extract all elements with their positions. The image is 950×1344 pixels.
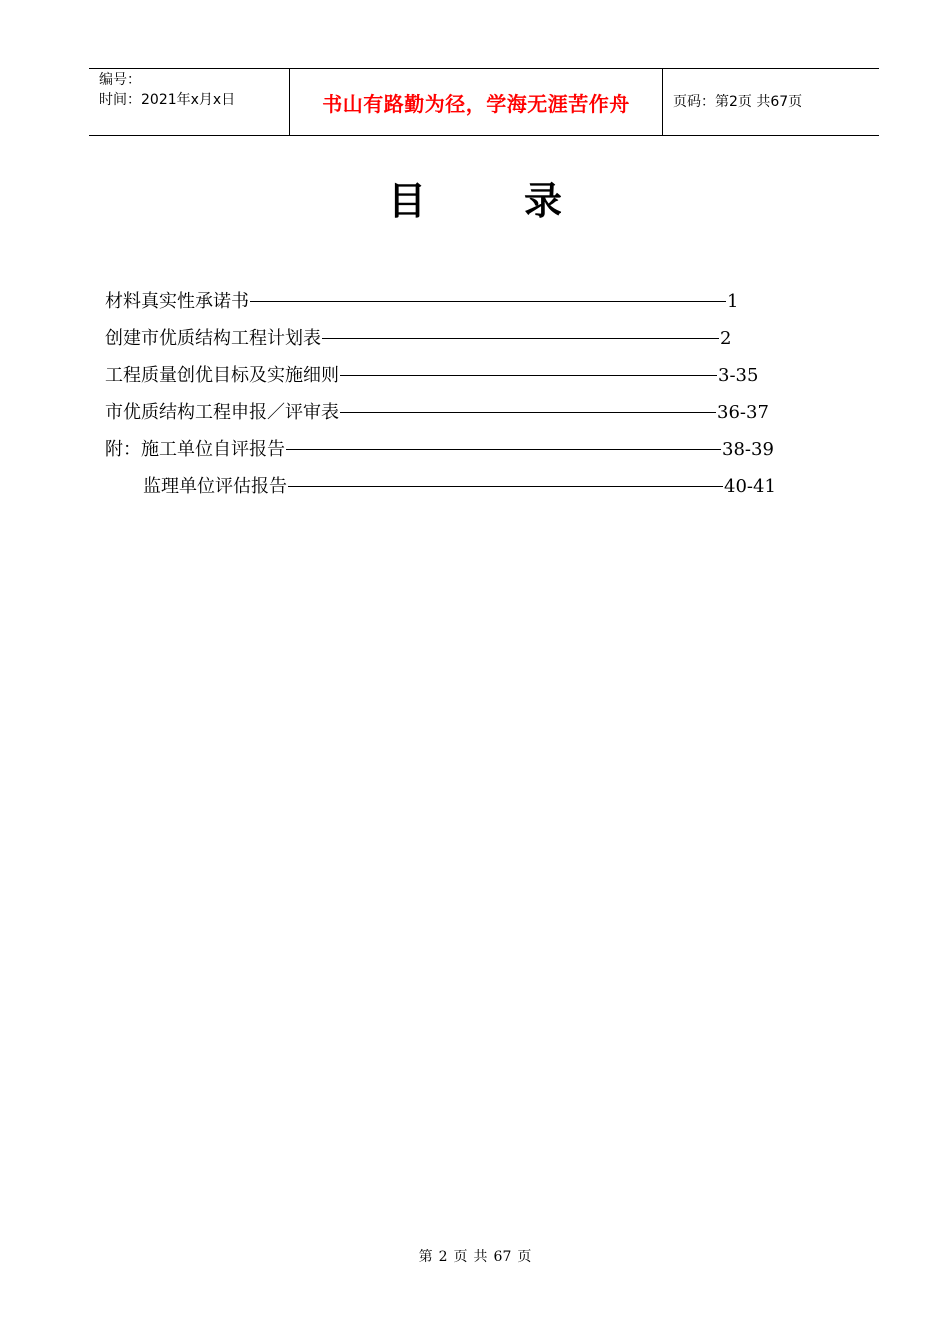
toc-entry[interactable] (105, 283, 805, 320)
toc-entry-page: 40-41 (724, 475, 776, 497)
footer-total-prefix: 共 (473, 1249, 488, 1265)
toc-leader (340, 412, 716, 413)
toc-entry-page: 38-39 (722, 438, 774, 460)
header-meta-cell (89, 69, 290, 135)
title-char-2: 录 (524, 179, 563, 223)
footer-total-pages: 67 (493, 1249, 512, 1265)
toc-leader (340, 375, 717, 376)
title-char-1: 目 (387, 179, 426, 223)
document-number-label: 编号： (99, 72, 141, 88)
toc-entry-label: 市优质结构工程申报／评审表 (105, 401, 339, 423)
toc-leader (322, 338, 719, 339)
toc-entry[interactable] (105, 468, 805, 505)
toc-entry-label: 材料真实性承诺书 (105, 290, 249, 312)
toc-entry-page: 1 (727, 290, 739, 312)
header-motto-cell (290, 69, 663, 135)
toc-leader (250, 301, 726, 302)
footer-total-unit: 页 (517, 1249, 532, 1265)
toc-leader (286, 449, 721, 450)
toc-entry[interactable] (105, 320, 805, 357)
toc-entry-label: 工程质量创优目标及实施细则 (105, 364, 339, 386)
toc-entry-page: 36-37 (717, 401, 769, 423)
toc-entry-page: 2 (720, 327, 732, 349)
footer-page-number: 2 (438, 1249, 448, 1265)
document-time-label: 时间：2021年x月x日 (99, 92, 236, 108)
table-of-contents (105, 283, 805, 505)
toc-entry-label: 附：施工单位自评报告 (105, 438, 285, 460)
footer-prefix: 第 (418, 1249, 433, 1265)
page-header (89, 68, 879, 136)
toc-entry-label: 创建市优质结构工程计划表 (105, 327, 321, 349)
header-page-cell (663, 69, 879, 135)
toc-entry[interactable] (105, 431, 805, 468)
page-footer (0, 1246, 950, 1266)
header-motto: 书山有路勤为径，学海无涯苦作舟 (322, 91, 630, 116)
footer-page-unit: 页 (453, 1249, 468, 1265)
header-page-label: 页码：第2页 共67页 (673, 94, 803, 110)
toc-entry[interactable] (105, 394, 805, 431)
toc-entry-label: 监理单位评估报告 (143, 475, 287, 497)
toc-entry[interactable] (105, 357, 805, 394)
toc-entry-page: 3-35 (718, 364, 759, 386)
page-title (0, 170, 950, 225)
toc-leader (288, 486, 723, 487)
